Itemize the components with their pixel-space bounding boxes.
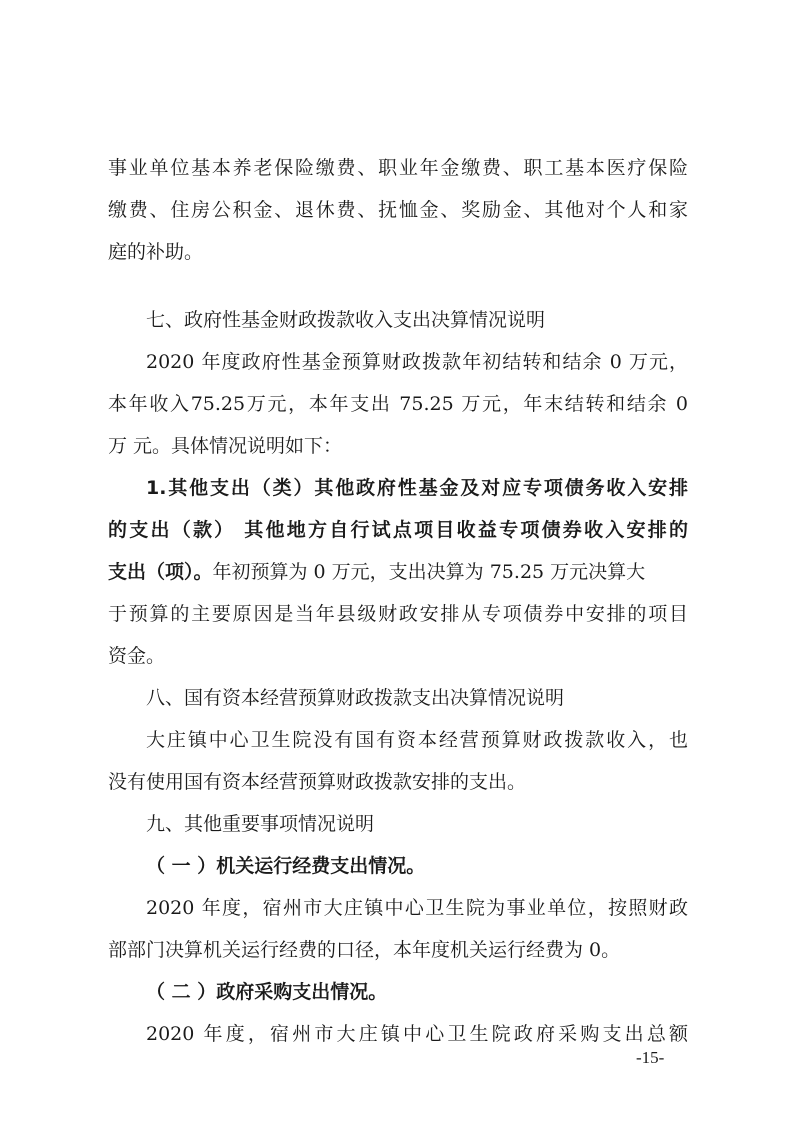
mixed-item-line xyxy=(108,556,688,588)
section-heading: 八、国有资本经营预算财政拨款支出决算情况说明 xyxy=(146,687,565,709)
body-text-line: 没有使用国有资本经营预算财政拨款安排的支出。 xyxy=(108,771,527,793)
body-text-line: 2020 年度政府性基金预算财政拨款年初结转和结余 0 万元， xyxy=(146,351,688,373)
page-number: -15- xyxy=(636,1048,665,1067)
body-text-line: 缴费、住房公积金、退休费、抚恤金、奖励金、其他对个人和家 xyxy=(108,199,688,221)
item-rest-span: 年初预算为 0 万元，支出决算为 75.25 万元决算大 xyxy=(212,561,646,583)
body-text-line: 大庄镇中心卫生院没有国有资本经营预算财政拨款收入，也 xyxy=(146,729,688,751)
body-text-line: 于预算的主要原因是当年县级财政安排从专项债券中安排的项目 xyxy=(108,603,688,625)
body-text-line: 万 元。具体情况说明如下： xyxy=(108,435,343,457)
body-text-line: 2020 年度，宿州市大庄镇中心卫生院为事业单位，按照财政 xyxy=(146,897,688,919)
bold-item-line: 的支出（款） 其他地方自行试点项目收益专项债券收入安排的 xyxy=(108,519,688,541)
body-text-line: 资金。 xyxy=(108,645,166,667)
subsection-heading: （ 一 ）机关运行经费支出情况。 xyxy=(146,855,426,877)
section-heading: 七、政府性基金财政拨款收入支出决算情况说明 xyxy=(146,309,546,331)
bold-item-span: 支出（项）。 xyxy=(108,561,213,583)
body-text-line: 本年收入75.25万元，本年支出 75.25 万元，年末结转和结余 0 xyxy=(108,393,688,415)
body-text-line: 庭的补助。 xyxy=(108,241,204,263)
body-text-line: 2020 年度，宿州市大庄镇中心卫生院政府采购支出总额 xyxy=(146,1023,688,1045)
body-text-line: 事业单位基本养老保险缴费、职业年金缴费、职工基本医疗保险 xyxy=(108,157,688,179)
subsection-heading: （ 二 ）政府采购支出情况。 xyxy=(146,981,388,1003)
body-text-line: 部部门决算机关运行经费的口径，本年度机关运行经费为 0。 xyxy=(108,939,621,961)
section-heading: 九、其他重要事项情况说明 xyxy=(146,813,375,835)
bold-item-line: 1.其他支出（类）其他政府性基金及对应专项债务收入安排 xyxy=(146,477,688,499)
